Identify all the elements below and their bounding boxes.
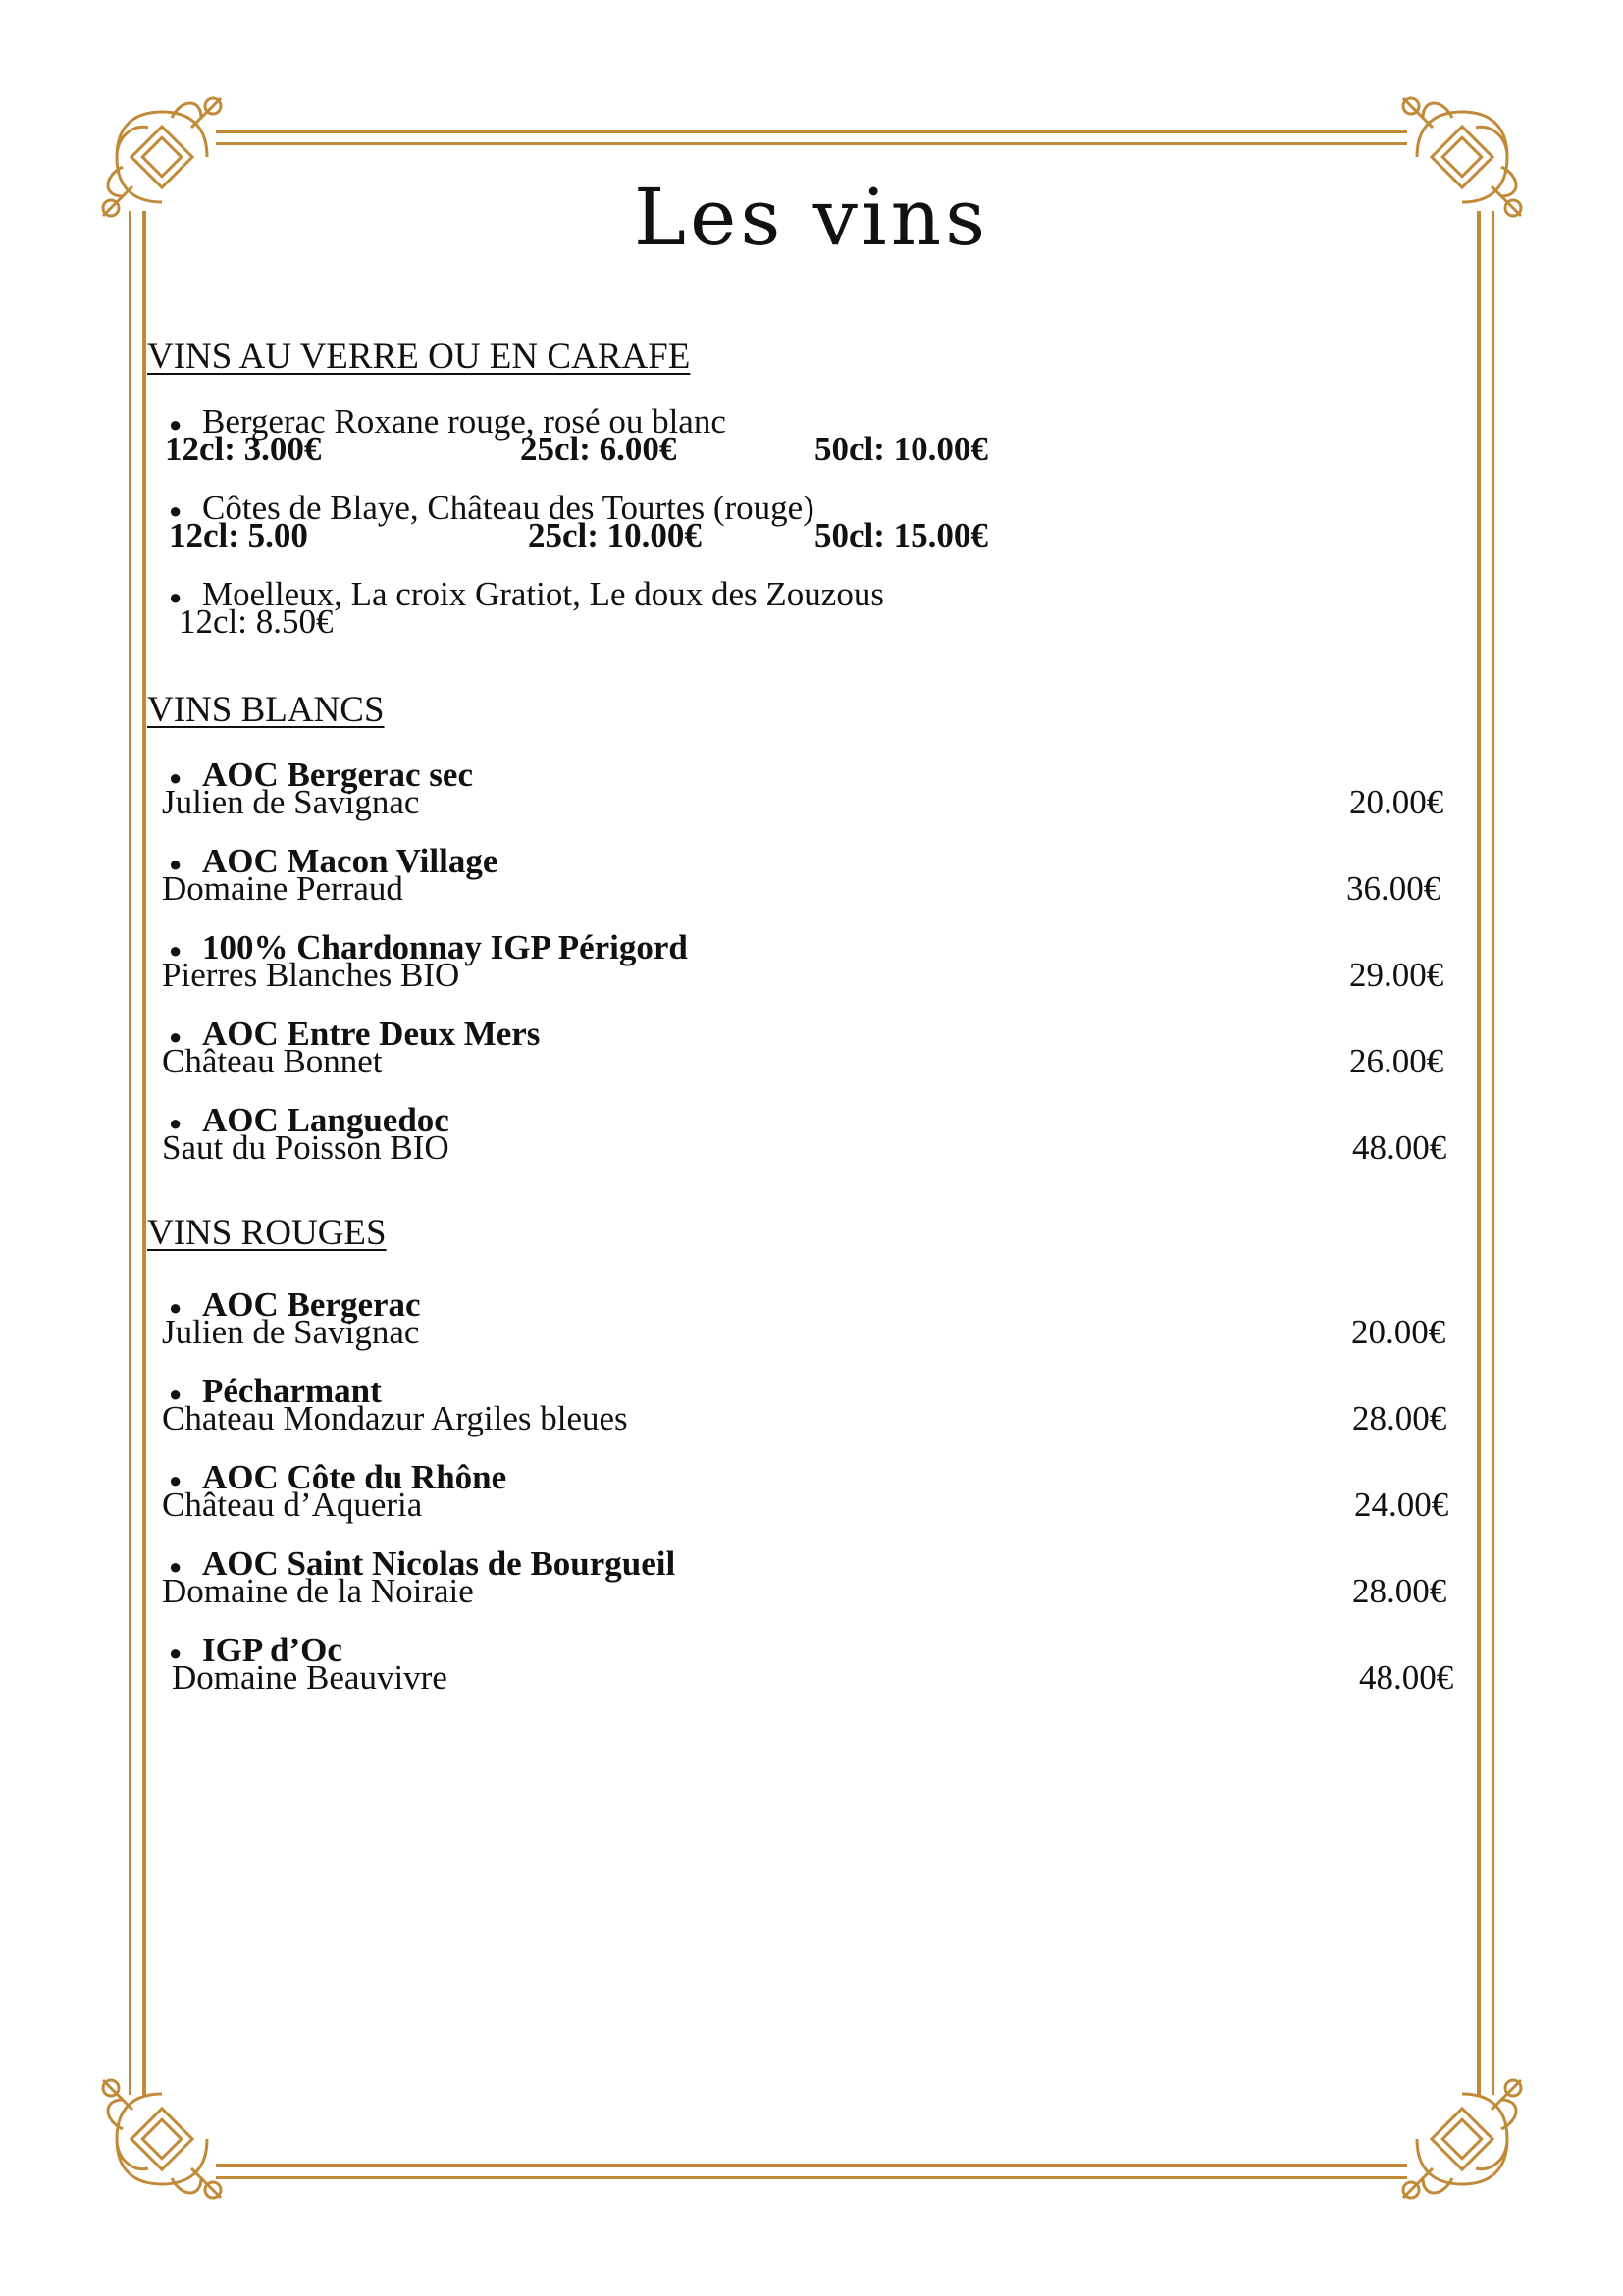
frame-left-line-inner [142,211,146,2095]
wine-name-text: AOC Entre Deux Mers [202,1015,541,1053]
wine-name-text: IGP d’Oc [202,1631,342,1669]
wine-price: 24.00€ [1354,1486,1449,1524]
wine-price: 48.00€ [1359,1658,1454,1696]
wine-producer: Pierres Blanches BIO [162,956,460,994]
section-heading-verre: VINS AU VERRE OU EN CARAFE [147,337,691,377]
frame-bottom-line-outer [216,2164,1407,2167]
page-title: Les vins [633,172,990,263]
bullet-icon: ● [169,1553,183,1579]
bullet-icon: ● [169,584,183,609]
bullet-icon: ● [169,1294,183,1320]
wine-producer: Château Bonnet [162,1042,383,1080]
frame-right-line-outer [1492,211,1494,2095]
wine-name-text: AOC Bergerac [202,1285,421,1324]
bullet-icon: ● [169,1110,183,1135]
wine-producer: Domaine de la Noiraie [162,1572,474,1610]
wine-name-text: AOC Languedoc [202,1101,449,1139]
price-25cl: 25cl: 10.00€ [528,516,702,554]
wine-price: 20.00€ [1349,783,1444,821]
frame-bottom-line-inner [216,2176,1407,2179]
bullet-icon: ● [169,764,183,790]
frame-top-line-outer [216,130,1407,133]
price-50cl: 50cl: 10.00€ [814,430,988,468]
wine-price: 28.00€ [1352,1399,1447,1437]
wine-name-text: AOC Macon Village [202,842,498,880]
price-50cl: 50cl: 15.00€ [814,516,988,554]
bullet-icon: ● [169,497,183,523]
bullet-icon: ● [169,851,183,876]
bullet-icon: ● [169,1467,183,1492]
wine-producer: Julien de Savignac [162,1313,420,1351]
bullet-icon: ● [169,1640,183,1665]
wine-name-text: AOC Bergerac sec [202,756,473,794]
frame-left-line-outer [129,211,131,2095]
wine-producer: Domaine Beauvivre [172,1658,447,1696]
frame-right-line-inner [1477,211,1481,2095]
wine-producer: Château d’Aqueria [162,1486,423,1524]
price-25cl: 25cl: 6.00€ [520,430,677,468]
wine-producer: Chateau Mondazur Argiles bleues [162,1399,628,1437]
wine-name-text: Côtes de Blaye, Château des Tourtes (rouge) [202,489,814,527]
wine-price: 48.00€ [1352,1128,1447,1167]
section-heading-rouges: VINS ROUGES [147,1213,387,1253]
section-heading-blancs: VINS BLANCS [147,690,385,730]
price-12cl: 12cl: 8.50€ [179,602,334,641]
wine-name-text: AOC Saint Nicolas de Bourgueil [202,1544,676,1583]
wine-producer: Saut du Poisson BIO [162,1128,449,1167]
corner-ornament-bottom-left-icon [93,2070,231,2208]
wine-name-text: Bergerac Roxane rouge, rosé ou blanc [202,402,726,441]
wine-producer: Domaine Perraud [162,869,403,908]
wine-name-text: AOC Côte du Rhône [202,1458,507,1496]
price-12cl: 12cl: 3.00€ [165,430,322,468]
bullet-icon: ● [169,411,183,437]
wine-name-text: Pécharmant [202,1372,382,1410]
wine-price: 28.00€ [1352,1572,1447,1610]
wine-name-text: Moelleux, La croix Gratiot, Le doux des Zouzous [202,575,884,613]
wine-name-text: 100% Chardonnay IGP Périgord [202,928,688,966]
frame-top-line-inner [216,142,1407,145]
bullet-icon: ● [169,1023,183,1049]
wine-price: 20.00€ [1351,1313,1446,1351]
price-12cl: 12cl: 5.00 [169,516,308,554]
wine-producer: Julien de Savignac [162,783,420,821]
bullet-icon: ● [169,1381,183,1406]
wine-price: 26.00€ [1349,1042,1444,1080]
wine-price: 29.00€ [1349,956,1444,994]
bullet-icon: ● [169,937,183,963]
corner-ornament-bottom-right-icon [1393,2070,1531,2208]
wine-price: 36.00€ [1346,869,1441,908]
